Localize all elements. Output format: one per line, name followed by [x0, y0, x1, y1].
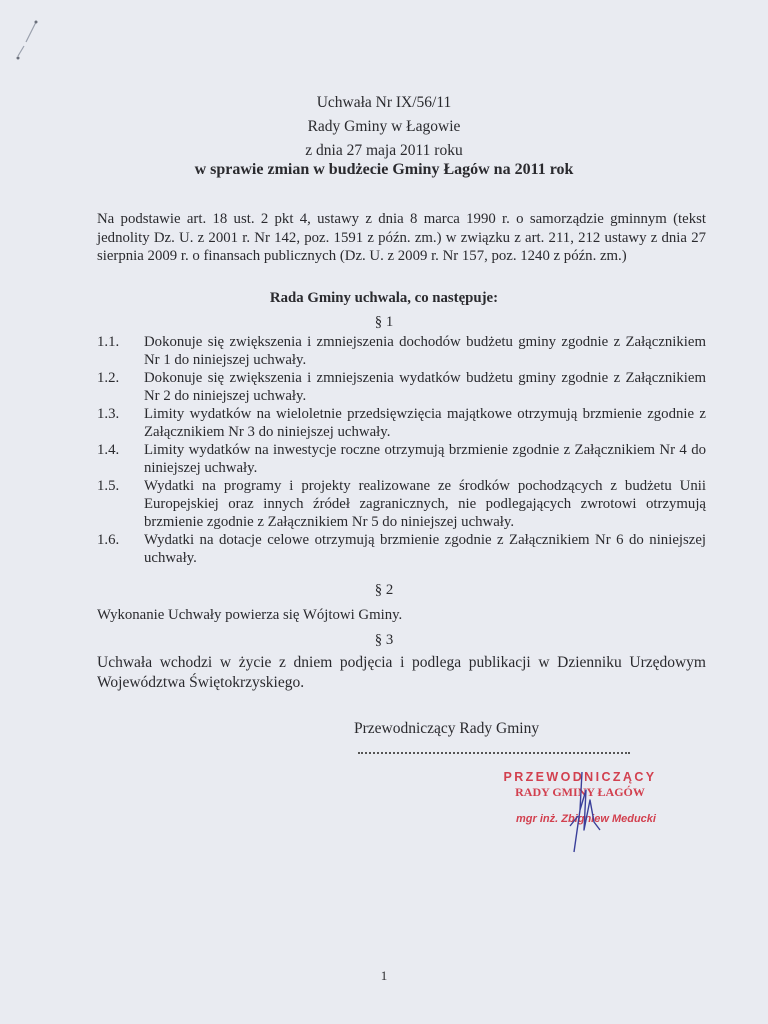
section-1-items	[97, 333, 706, 567]
resolution-date: z dnia 27 maja 2011 roku	[305, 142, 463, 159]
resolution-number: Uchwała Nr IX/56/11	[316, 94, 452, 111]
resolution-title: w sprawie zmian w budżecie Gminy Łagów na 2011 rok	[194, 161, 574, 178]
stamp-line-2: RADY GMINY ŁAGÓW	[515, 785, 645, 799]
scan-artifact	[14, 18, 44, 68]
section-2-text: Wykonanie Uchwały powierza się Wójtowi Gminy.	[97, 607, 403, 623]
signature-line	[358, 748, 630, 754]
page-number: 1	[380, 968, 388, 983]
item-text: Wydatki na programy i projekty realizowane ze środków pochodzących z budżetu Unii Europejskiej oraz innych źródeł zagranicznych, nie podlegających zwrotowi otrzymują brzmienie zgodnie z Załącznikiem Nr 5 do niniejszej uchwały.	[144, 478, 706, 530]
handwritten-signature	[560, 770, 610, 855]
list-item	[97, 477, 706, 531]
item-number: 1.1.	[97, 334, 120, 350]
item-text: Wydatki na dotacje celowe otrzymują brzmienie zgodnie z Załącznikiem Nr 6 do niniejszej uchwały.	[144, 532, 706, 566]
chairman-title: Przewodniczący Rady Gminy	[354, 720, 540, 737]
section-3-label: § 3	[374, 632, 394, 648]
list-item	[97, 531, 706, 567]
stamp-line-3: mgr inż. Zbigniew Meducki	[516, 813, 656, 825]
list-item	[97, 333, 706, 369]
list-item	[97, 369, 706, 405]
stamp-line-1: PRZEWODNICZĄCY	[503, 770, 657, 784]
item-text: Dokonuje się zwiększenia i zmniejszenia dochodów budżetu gminy zgodnie z Załącznikiem Nr 1 do niniejszej uchwały.	[144, 334, 706, 368]
item-number: 1.2.	[97, 370, 120, 386]
council-name: Rady Gminy w Łagowie	[307, 118, 461, 135]
item-number: 1.4.	[97, 442, 120, 458]
item-number: 1.5.	[97, 478, 120, 494]
item-text: Limity wydatków na wieloletnie przedsięwzięcia majątkowe otrzymują brzmienie zgodnie z Załącznikiem Nr 3 do niniejszej uchwały.	[144, 406, 706, 440]
section-2-label: § 2	[374, 582, 394, 598]
item-text: Limity wydatków na inwestycje roczne otrzymują brzmienie zgodnie z Załącznikiem Nr 4 do niniejszej uchwały.	[144, 442, 706, 476]
resolves-heading: Rada Gminy uchwala, co następuje:	[269, 290, 499, 306]
section-1-label: § 1	[374, 314, 394, 330]
list-item	[97, 441, 706, 477]
item-number: 1.6.	[97, 532, 120, 548]
preamble: Na podstawie art. 18 ust. 2 pkt 4, ustawy z dnia 8 marca 1990 r. o samorządzie gminnym (tekst jednolity Dz. U. z 2001 r. Nr 142, poz. 1591 z późn. zm.) w związku z art. 211, 212 ustawy z dnia 27 sierpnia 2009 r. o finansach publicznych (Dz. U. z 2009 r. Nr 157, poz. 1240 z późn. zm.)	[97, 211, 706, 264]
section-3-text: Uchwała wchodzi w życie z dniem podjęcia i podlega publikacji w Dzienniku Urzędowym Województwa Świętokrzyskiego.	[97, 654, 706, 691]
list-item	[97, 405, 706, 441]
item-text: Dokonuje się zwiększenia i zmniejszenia wydatków budżetu gminy zgodnie z Załącznikiem Nr 2 do niniejszej uchwały.	[144, 370, 706, 404]
item-number: 1.3.	[97, 406, 120, 422]
